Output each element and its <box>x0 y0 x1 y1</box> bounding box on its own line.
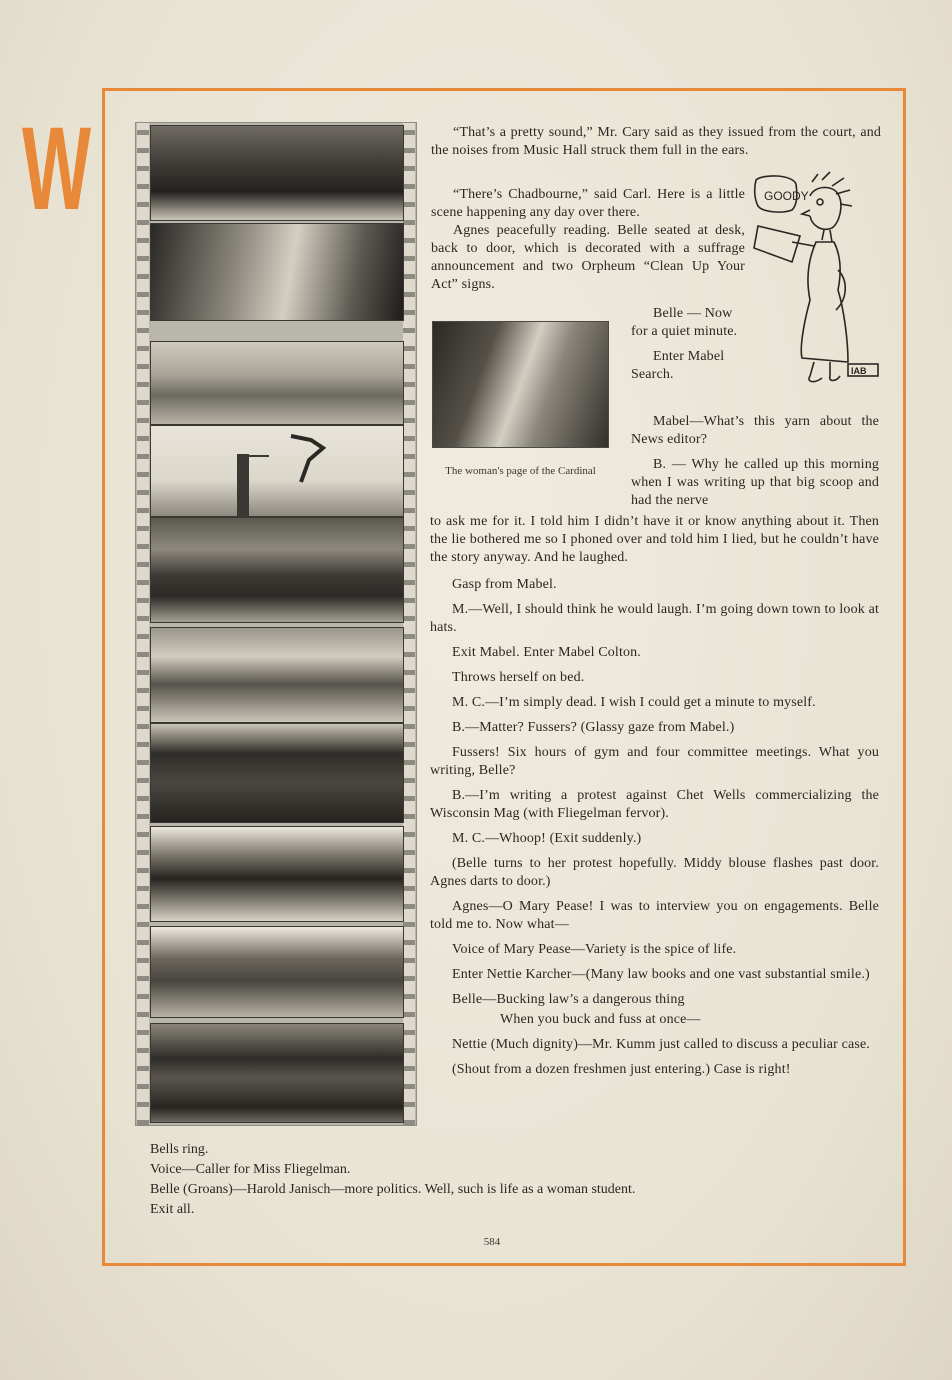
photo-diver-mid-air <box>150 425 404 517</box>
text-block-side-narrow <box>631 305 746 391</box>
paragraph: Agnes—O Mary Pease! I was to interview you on engagements. Belle told me to. Now what— <box>430 899 879 932</box>
photo-soldiers-drill <box>150 517 404 623</box>
closing-line: Voice—Caller for Miss Fliegelman. <box>150 1162 351 1177</box>
paragraph: B. — Why he called up this morning when I was writing up that big scoop and had the nerve <box>631 457 879 508</box>
paragraph: Nettie (Much dignity)—Mr. Kumm just called to discuss a peculiar case. <box>452 1037 870 1052</box>
paragraph: (Shout from a dozen freshmen just entering.) Case is right! <box>452 1062 791 1077</box>
photo-caption: The woman's page of the Cardinal <box>445 465 596 477</box>
paragraph: M. C.—I’m simply dead. I wish I could get a minute to myself. <box>452 695 816 710</box>
closing-line: Exit all. <box>150 1202 195 1217</box>
photo-swimmers-group <box>150 341 404 425</box>
cartoon-woman-reading-sign <box>752 170 882 392</box>
filmstrip-sprocket-holes-left <box>137 123 149 1125</box>
paragraph: Agnes peacefully reading. Belle seated at desk, back to door, which is decorated with a suffrage announcement and two Orpheum “Clean Up Your Act” signs. <box>431 223 745 292</box>
photo-woman-reading <box>432 321 609 448</box>
paragraph: M.—Well, I should think he would laugh. I’m going down town to look at hats. <box>430 602 879 635</box>
paragraph: to ask me for it. I told him I didn’t have it or know anything about it. Then the lie bothered me so I phoned over and told him I lied, but he couldn’t have the story anyway. And he laughed. <box>430 514 879 565</box>
diver-sketch <box>151 426 403 516</box>
paragraph: Enter Nettie Karcher—(Many law books and one vast substantial smile.) <box>452 967 870 982</box>
text-block-bottom <box>150 1140 870 1220</box>
drop-cap-letter: W <box>22 103 90 235</box>
photo-group-picnic <box>150 627 404 723</box>
paragraph: Mabel—What’s this yarn about the News editor? <box>631 414 879 447</box>
closing-line: Bells ring. <box>150 1142 209 1157</box>
text-block-main <box>430 513 879 1086</box>
photo-large-group <box>150 1023 404 1123</box>
text-block-narrow <box>431 186 745 301</box>
paragraph: Gasp from Mabel. <box>452 577 557 592</box>
cartoon-sign-text: GOODY <box>764 189 809 203</box>
paragraph: Exit Mabel. Enter Mabel Colton. <box>452 645 641 660</box>
photo-campus-building <box>150 826 404 922</box>
paragraph: “That’s a pretty sound,” Mr. Cary said as they issued from the court, and the noises from Music Hall struck them full in the ears. <box>431 125 881 158</box>
paragraph: (Belle turns to her protest hopefully. Middy blouse flashes past door. Agnes darts to door.) <box>430 856 879 889</box>
page-number: 584 <box>483 1236 501 1248</box>
photo-bonfire-pile <box>150 926 404 1018</box>
cartoon-artist-initials: IAB <box>851 366 867 376</box>
paragraph: Voice of Mary Pease—Variety is the spice of life. <box>452 942 737 957</box>
photo-man-on-pier <box>150 223 404 321</box>
paragraph: B.—Matter? Fussers? (Glassy gaze from Mabel.) <box>452 720 735 735</box>
paragraph: Fussers! Six hours of gym and four committee meetings. What you writing, Belle? <box>430 745 879 778</box>
paragraph: “There’s Chadbourne,” said Carl. Here is a little scene happening any day over there. <box>431 187 745 220</box>
photo-cadets-uniform <box>150 723 404 823</box>
paragraph: M. C.—Whoop! (Exit suddenly.) <box>452 831 642 846</box>
photo-crowd-on-steps <box>150 125 404 221</box>
verse-line: When you buck and fuss at once— <box>500 1012 701 1027</box>
paragraph: B.—I’m writing a protest against Chet Wells commercializing the Wisconsin Mag (with Fliegelman fervor). <box>430 788 879 821</box>
filmstrip-photo-column <box>135 122 417 1126</box>
text-block-side <box>631 413 879 510</box>
verse-line: Belle—Bucking law’s a dangerous thing <box>452 992 685 1007</box>
filmstrip-sprocket-holes-right <box>403 123 415 1125</box>
paragraph: Throws herself on bed. <box>452 670 585 685</box>
text-block-top <box>431 124 881 167</box>
closing-line: Belle (Groans)—Harold Janisch—more politics. Well, such is life as a woman student. <box>150 1182 636 1197</box>
paragraph: Belle — Now for a quiet minute. <box>631 306 738 339</box>
paragraph: Enter Mabel Search. <box>631 349 725 382</box>
